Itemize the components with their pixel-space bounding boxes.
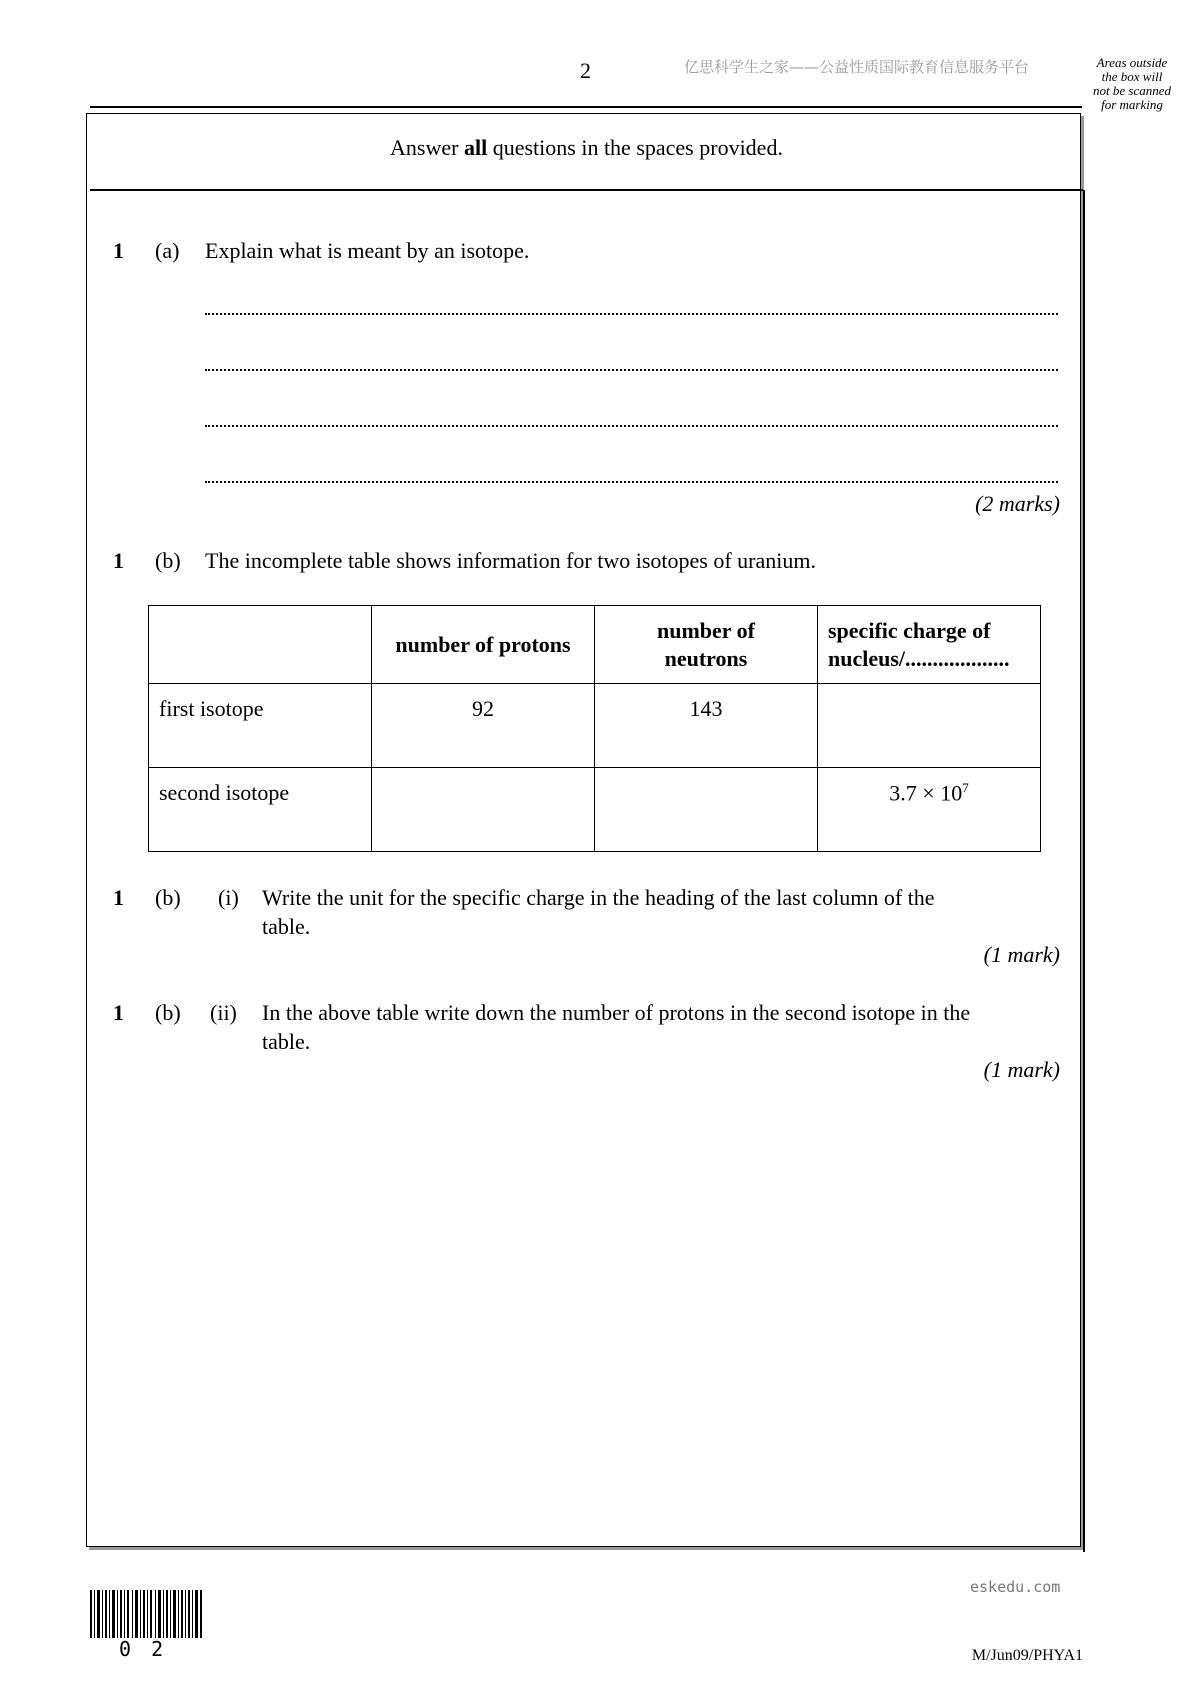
unit-blank[interactable]: nucleus/...................	[828, 645, 1010, 671]
row-label: first isotope	[149, 684, 372, 768]
question-text: table.	[262, 1029, 311, 1054]
question-text: Write the unit for the specific charge in the heading of the last column of the	[262, 885, 935, 910]
answer-line[interactable]	[205, 422, 1058, 427]
barcode-icon	[90, 1590, 202, 1638]
margin-note-line: not be scanned	[1093, 83, 1171, 98]
watermark-bottom: eskedu.com	[970, 1578, 1061, 1596]
question-number: 1	[113, 548, 124, 573]
question-number: 1	[113, 885, 124, 910]
question-subpart: (i)	[218, 885, 239, 910]
question-subpart: (ii)	[210, 1000, 237, 1025]
question-number: 1	[113, 1000, 124, 1025]
marks-label: (1 mark)	[983, 1057, 1060, 1082]
cell-protons: 92	[372, 684, 595, 768]
table-header-specific-charge: specific charge of nucleus/...................	[818, 606, 1041, 684]
instruction-emphasis: all	[463, 135, 488, 160]
cell-neutrons: 143	[595, 684, 818, 768]
table-header-blank	[149, 606, 372, 684]
watermark-top: 亿思科学生之家——公益性质国际教育信息服务平台	[684, 58, 1030, 76]
question-text: Explain what is meant by an isotope.	[205, 238, 530, 263]
margin-note	[1082, 56, 1182, 112]
cell-charge[interactable]	[818, 684, 1041, 768]
margin-note-line: the box will	[1101, 69, 1163, 84]
exponent: 7	[962, 780, 969, 795]
isotope-table	[148, 605, 1041, 852]
table-row	[149, 768, 1041, 852]
cell-protons[interactable]	[372, 768, 595, 852]
marks-label: (1 mark)	[983, 942, 1060, 967]
question-part: (b)	[155, 548, 181, 573]
question-part: (a)	[155, 238, 180, 263]
cell-neutrons[interactable]	[595, 768, 818, 852]
answer-line[interactable]	[205, 478, 1058, 483]
question-text: The incomplete table shows information for two isotopes of uranium.	[205, 548, 816, 573]
marks-label: (2 marks)	[975, 491, 1060, 516]
question-part: (b)	[155, 1000, 181, 1025]
instruction: Answer all questions in the spaces provided.	[390, 135, 783, 160]
answer-line[interactable]	[205, 366, 1058, 371]
barcode-number: 0 2	[119, 1637, 168, 1661]
header-rule	[90, 189, 1083, 191]
row-label: second isotope	[149, 768, 372, 852]
top-rule	[90, 106, 1082, 108]
cell-charge: $3.7 \times 10^7$	[818, 768, 1041, 852]
answer-line[interactable]	[205, 310, 1058, 315]
table-header-neutrons: number of neutrons	[595, 606, 818, 684]
table-header-row	[149, 606, 1041, 684]
question-number: 1	[113, 238, 124, 263]
table-row	[149, 684, 1041, 768]
margin-note-line: for marking	[1101, 97, 1163, 112]
page-number: 2	[580, 58, 591, 83]
paper-code: M/Jun09/PHYA1	[971, 1647, 1083, 1664]
margin-rule	[1083, 190, 1085, 1552]
question-text: table.	[262, 914, 311, 939]
question-part: (b)	[155, 885, 181, 910]
margin-note-line: Areas outside	[1096, 55, 1168, 70]
question-text: In the above table write down the number of protons in the second isotope in the	[262, 1000, 971, 1025]
table-header-protons: number of protons	[372, 606, 595, 684]
